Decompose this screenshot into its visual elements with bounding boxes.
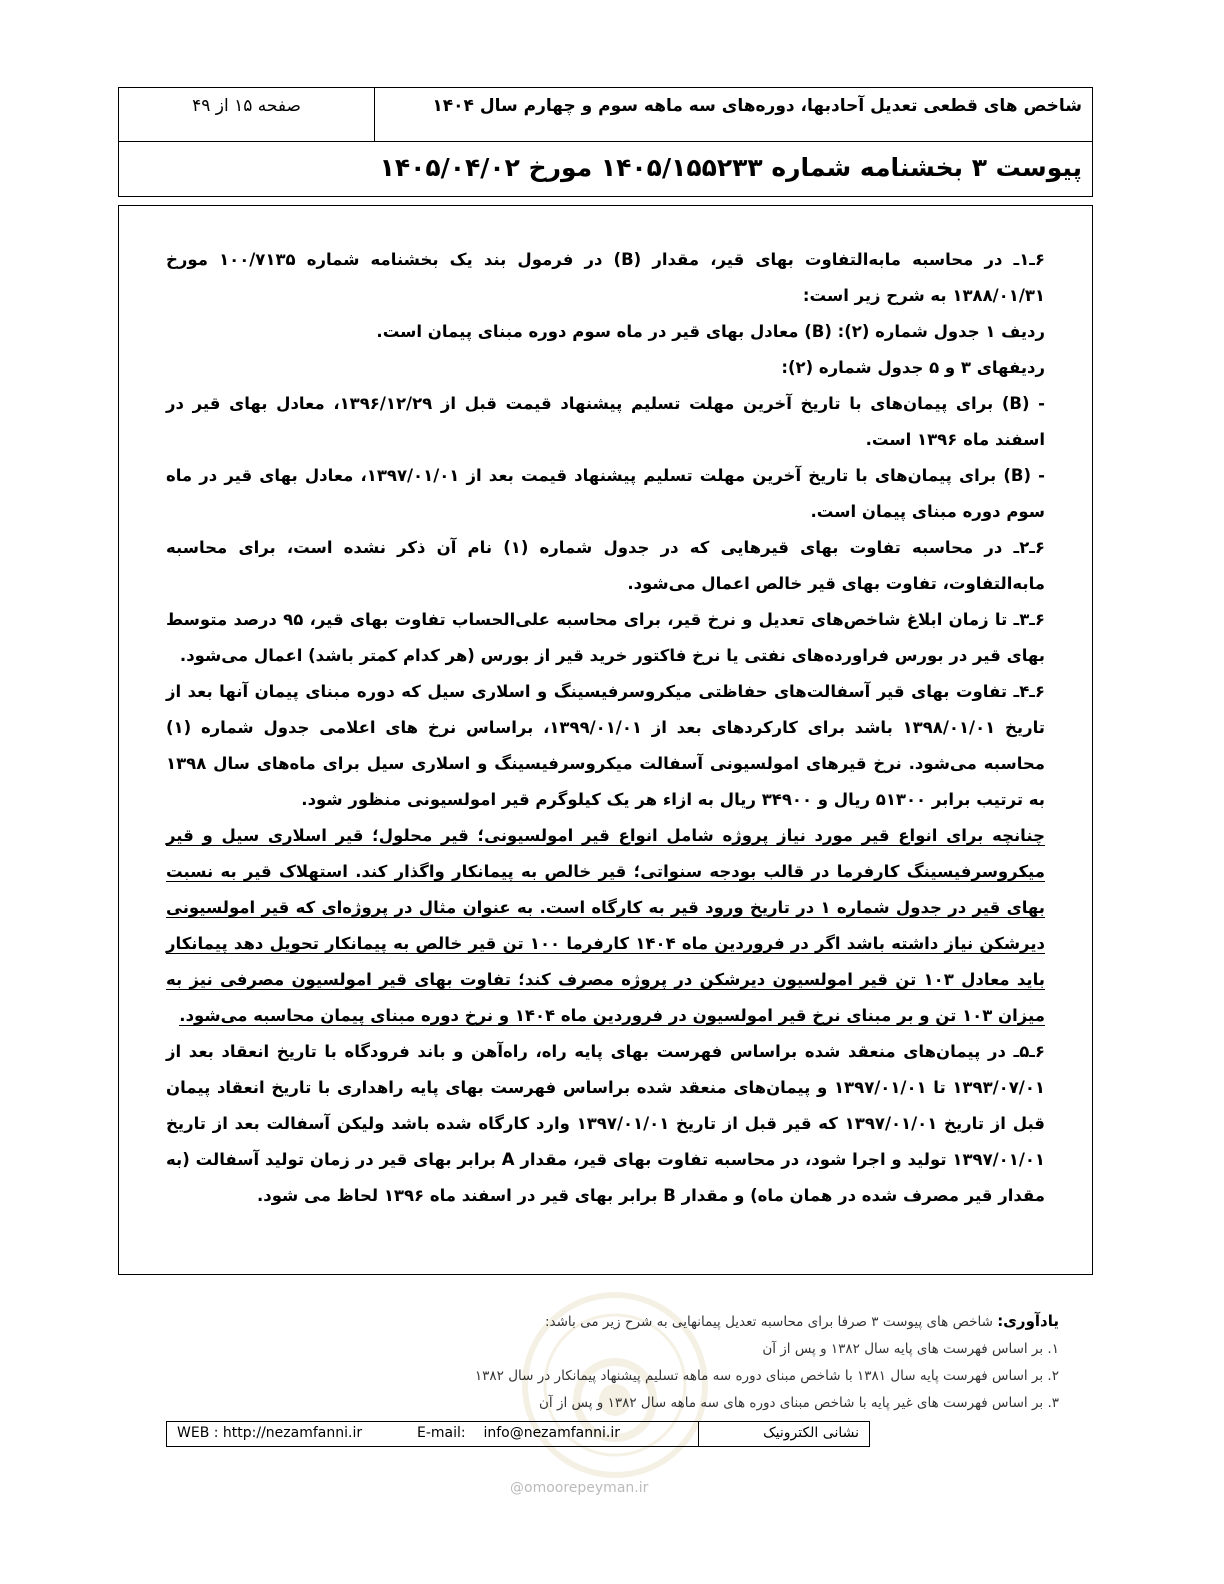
header-row [119,88,1092,142]
page-number: صفحه ۱۵ از ۴۹ [192,96,301,116]
footer-box [166,1421,870,1447]
footer-divider [698,1422,699,1446]
notes-title: یادآوری: [997,1312,1059,1330]
note-item: ۲. بر اساس فهرست پایه سال ۱۳۸۱ با شاخص مبنای دوره سه ماهه تسلیم پیشنهاد پیمانکار در سال ۱۳۸۲ [474,1368,1059,1384]
notes-intro: شاخص های پیوست ۳ صرفا برای محاسبه تعدیل پیمانهایی به شرح زیر می باشد: [544,1314,993,1330]
notes [159,1308,1059,1417]
underlined-text: چنانچه برای انواع قیر مورد نیاز پروژه شامل انواع قیر امولسیونی؛ قیر محلول؛ قیر اسلاری سیل و قیر میکروسرفیسینگ کارفرما در قالب بودجه سنواتی؛ قیر خالص به پیمانکار واگذار کند. استهلاک قیر به نسبت بهای قیر در جدول شماره ۱ در تاریخ ورود قیر به کارگاه است. به عنوان مثال در پروژه‌ای که قیر امولسیونی دیرشکن نیاز داشته باشد اگر در فروردین ماه ۱۴۰۴ کارفرما ۱۰۰ تن قیر خالص به پیمانکار تحویل دهد پیمانکار باید معادل ۱۰۳ تن قیر امولسیون دیرشکن در پروژه مصرف کند؛ تفاوت بهای قیر امولسیون مصرفی نیز به میزان ۱۰۳ تن و بر مبنای نرخ قیر امولسیون در فروردین ماه ۱۴۰۴ و نرخ دوره مبنای پیمان محاسبه می‌شود. [166,826,1046,1025]
document-title: شاخص های قطعی تعدیل آحادبها، دوره‌های سه ماهه سوم و چهارم سال ۱۴۰۴ [432,96,1082,116]
appendix-subtitle: پیوست ۳ بخشنامه شماره ۱۴۰۵/۱۵۵۲۳۳ مورخ ۱۴۰۵/۰۴/۰۲ [379,153,1082,182]
paragraph-6-3: ۶ـ۳ـ تا زمان ابلاغ شاخص‌های تعدیل و نرخ قیر، برای محاسبه علی‌الحساب تفاوت بهای قیر، ۹۵ درصد متوسط بهای قیر در بورس فراورده‌های نفتی یا نرخ فاکتور خرید قیر از بورس (هر کدام کمتر باشد) اعمال می‌شود. [166,610,1045,665]
footer-web-link[interactable]: WEB : http://nezamfanni.ir [177,1425,363,1441]
body-box [118,205,1093,1275]
paragraph-6-2: ۶ـ۲ـ در محاسبه تفاوت بهای قیرهایی که در جدول شماره (۱) نام آن ذکر نشده است، برای محاسبه مابه‌التفاوت، تفاوت بهای قیر خالص اعمال می‌شود. [166,538,1045,593]
site-watermark: @omoorepeyman.ir [510,1480,649,1496]
body-content [166,242,1045,1214]
footer-email[interactable] [417,1425,620,1441]
paragraph-row-1: ردیف ۱ جدول شماره (۲): (B) معادل بهای قیر در ماه سوم دوره مبنای پیمان است. [376,322,1045,341]
site-watermark-text: omoorepeyman.ir [524,1480,649,1496]
email-address[interactable]: info@nezamfanni.ir [483,1425,620,1441]
paragraph-b-after: - (B) برای پیمان‌های با تاریخ آخرین مهلت تسلیم پیشنهاد قیمت بعد از ۱۳۹۷/۰۱/۰۱، معادل بهای قیر در ماه سوم دوره مبنای پیمان است. [166,466,1045,521]
paragraph-6-5: ۶ـ۵ـ در پیمان‌های منعقد شده براساس فهرست بهای پایه راه، راه‌آهن و باند فرودگاه با تاریخ انعقاد بعد از ۱۳۹۳/۰۷/۰۱ تا ۱۳۹۷/۰۱/۰۱ و پیمان‌های منعقد شده براساس فهرست بهای پایه راهداری با تاریخ انعقاد پیمان قبل از تاریخ ۱۳۹۷/۰۱/۰۱ که قیر قبل از تاریخ ۱۳۹۷/۰۱/۰۱ وارد کارگاه شده باشد ولیکن آسفالت بعد از تاریخ ۱۳۹۷/۰۱/۰۱ تولید و اجرا شود، در محاسبه تفاوت بهای قیر، مقدار A برابر بهای قیر در زمان تولید آسفالت (به مقدار قیر مصرف شده در همان ماه) و مقدار B برابر بهای قیر در اسفند ماه ۱۳۹۶ لحاظ می شود. [166,1042,1045,1205]
paragraph-rows-3-5: ردیفهای ۳ و ۵ جدول شماره (۲): [781,358,1045,377]
email-label: E-mail: [417,1425,466,1441]
footer-label: نشانی الکترونیک [763,1425,859,1441]
header-table [118,87,1093,197]
notes-intro-line [159,1308,1059,1336]
header-divider [374,88,375,141]
note-item: ۳. بر اساس فهرست های غیر پایه با شاخص مبنای دوره های سه ماهه سال ۱۳۸۲ و پس از آن [539,1395,1059,1411]
paragraph-6-4: ۶ـ۴ـ تفاوت بهای قیر آسفالت‌های حفاظتی میکروسرفیسینگ و اسلاری سیل که دوره مبنای پیمان آنها بعد از تاریخ ۱۳۹۸/۰۱/۰۱ باشد برای کارکردهای بعد از ۱۳۹۹/۰۱/۰۱، براساس نرخ های اعلامی جدول شماره (۱) محاسبه می‌شود. نرخ قیرهای امولسیونی آسفالت میکروسرفیسینگ و اسلاری سیل برای ماه‌های سال ۱۳۹۸ به ترتیب برابر ۵۱۳۰۰ ریال و ۳۴۹۰۰ ریال به ازاء هر یک کیلوگرم قیر امولسیونی منظور شود. [166,682,1045,809]
paragraph-6-1: ۶ـ۱ـ در محاسبه مابه‌التفاوت بهای قیر، مقدار (B) در فرمول بند یک بخشنامه شماره ۱۰۰/۷۱۳۵ مورخ ۱۳۸۸/۰۱/۳۱ به شرح زیر است: [166,250,1045,305]
note-item: ۱. بر اساس فهرست های پایه سال ۱۳۸۲ و پس از آن [762,1341,1059,1357]
paragraph-b-before: - (B) برای پیمان‌های با تاریخ آخرین مهلت تسلیم پیشنهاد قیمت قبل از ۱۳۹۶/۱۲/۲۹، معادل بهای قیر در اسفند ماه ۱۳۹۶ است. [166,394,1046,449]
paragraph-underlined [166,818,1045,1034]
